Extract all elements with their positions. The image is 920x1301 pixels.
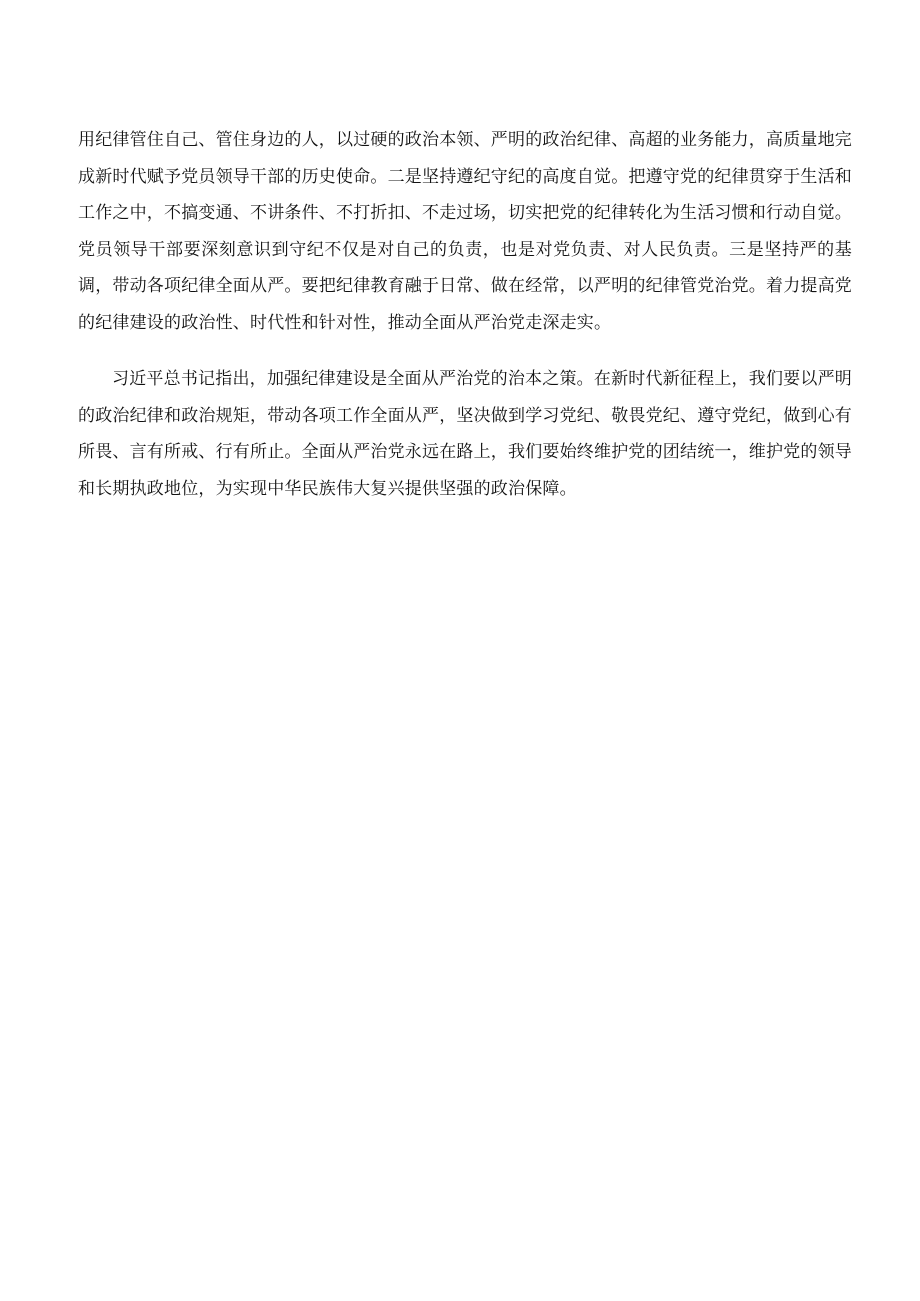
- paragraph-1: 用纪律管住自己、管住身边的人，以过硬的政治本领、严明的政治纪律、高超的业务能力，高质量地完成新时代赋予党员领导干部的历史使命。二是坚持遵纪守纪的高度自觉。把遵守党的纪律贯穿于生活和工作之中，不搞变通、不讲条件、不打折扣、不走过场，切实把党的纪律转化为生活习惯和行动自觉。党员领导干部要深刻意识到守纪不仅是对自己的负责，也是对党负责、对人民负责。三是坚持严的基调，带动各项纪律全面从严。要把纪律教育融于日常、做在经常，以严明的纪律管党治党。着力提高党的纪律建设的政治性、时代性和针对性，推动全面从严治党走深走实。: [78, 130, 852, 333]
- paragraph-2: 习近平总书记指出，加强纪律建设是全面从严治党的治本之策。在新时代新征程上，我们要以严明的政治纪律和政治规矩，带动各项工作全面从严，坚决做到学习党纪、敬畏党纪、遵守党纪，做到心有所畏、言有所戒、行有所止。全面从严治党永远在路上，我们要始终维护党的团结统一，维护党的领导和长期执政地位，为实现中华民族伟大复兴提供坚强的政治保障。: [78, 369, 852, 499]
- document-body: [78, 122, 852, 507]
